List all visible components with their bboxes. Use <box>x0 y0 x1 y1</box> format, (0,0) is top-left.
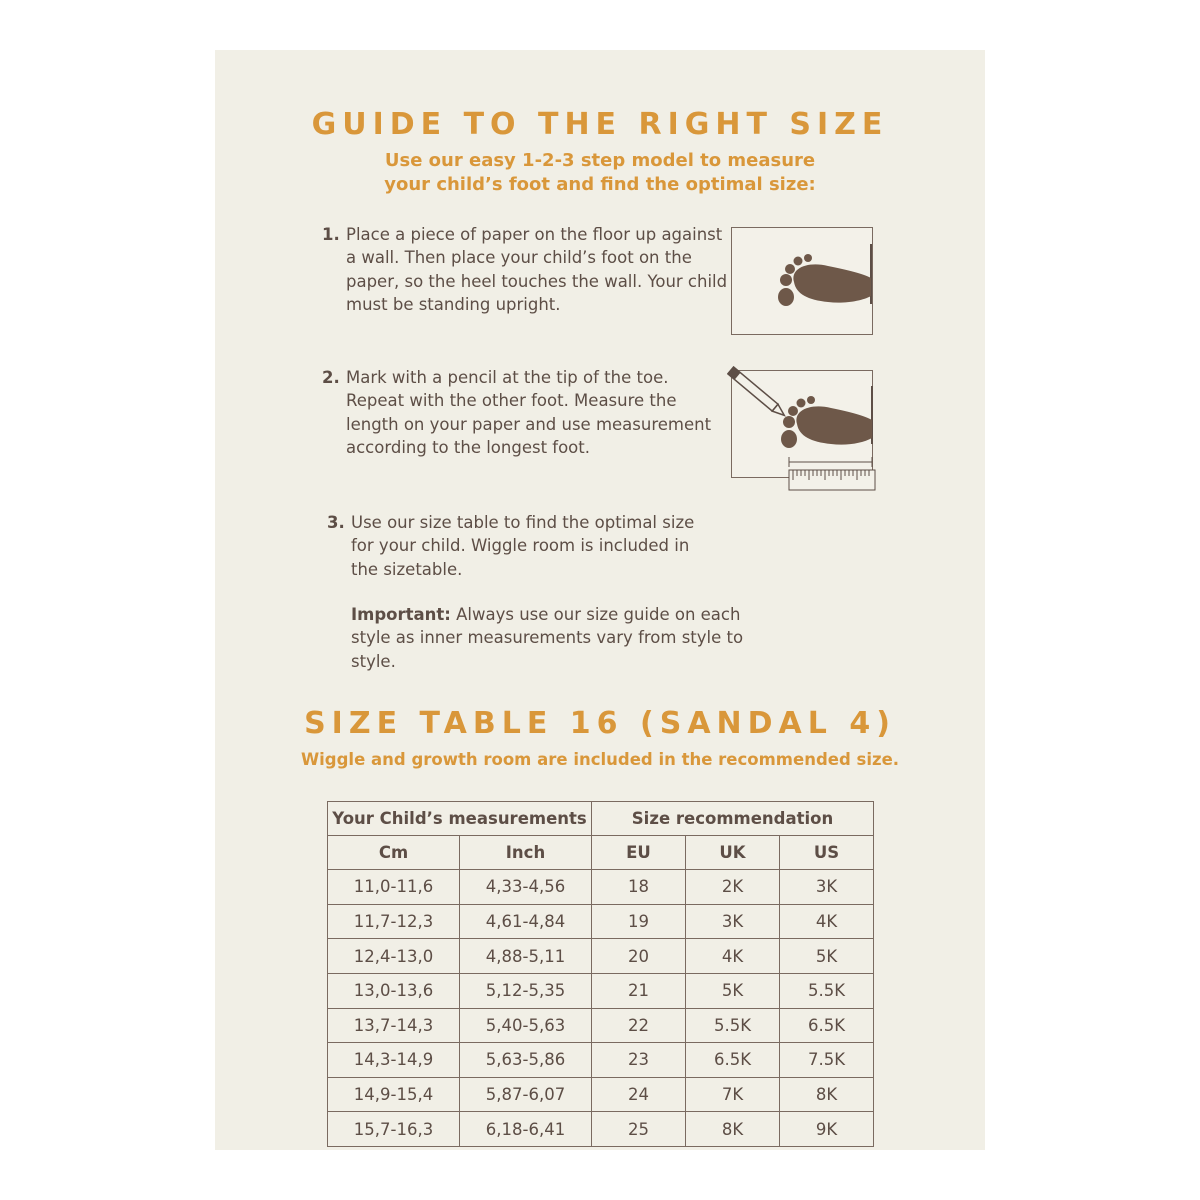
step-3-number: 3. <box>327 513 345 532</box>
cell-uk: 6.5K <box>686 1043 780 1078</box>
guide-title: GUIDE TO THE RIGHT SIZE <box>311 107 889 142</box>
step-1-number: 1. <box>322 225 340 244</box>
cell-inch: 4,61-4,84 <box>460 904 592 939</box>
cell-uk: 5.5K <box>686 1008 780 1043</box>
cell-eu: 24 <box>592 1077 686 1112</box>
cell-us: 8K <box>780 1077 874 1112</box>
cell-eu: 21 <box>592 973 686 1008</box>
cell-cm: 14,3-14,9 <box>328 1043 460 1078</box>
important-text: Always use our size guide on each <box>450 605 741 624</box>
size-table <box>327 801 874 1147</box>
cell-eu: 19 <box>592 904 686 939</box>
size-table-column-header-row <box>328 836 874 870</box>
cell-eu: 22 <box>592 1008 686 1043</box>
cell-inch: 5,63-5,86 <box>460 1043 592 1078</box>
cell-cm: 14,9-15,4 <box>328 1077 460 1112</box>
cell-us: 3K <box>780 870 874 905</box>
cell-eu: 20 <box>592 939 686 974</box>
table-row <box>328 1112 874 1147</box>
step-1-text <box>346 223 736 316</box>
cell-cm: 12,4-13,0 <box>328 939 460 974</box>
cell-us: 5.5K <box>780 973 874 1008</box>
step-1-line: must be standing upright. <box>346 294 561 314</box>
important-note <box>351 603 791 673</box>
cell-eu: 18 <box>592 870 686 905</box>
cell-eu: 23 <box>592 1043 686 1078</box>
cell-us: 4K <box>780 904 874 939</box>
measurements-header: Your Child’s measurements <box>328 802 592 836</box>
cell-cm: 15,7-16,3 <box>328 1112 460 1147</box>
step-2-text <box>346 366 736 459</box>
step-3-line: the sizetable. <box>351 559 463 579</box>
step-2-illustration <box>727 366 877 498</box>
cell-us: 5K <box>780 939 874 974</box>
step-2-line: length on your paper and use measurement <box>346 414 712 434</box>
column-header-eu: EU <box>592 836 686 870</box>
step-2-line: Repeat with the other foot. Measure the <box>346 391 677 411</box>
ruler-icon <box>727 366 877 498</box>
cell-uk: 5K <box>686 973 780 1008</box>
cell-cm: 11,7-12,3 <box>328 904 460 939</box>
size-guide-card <box>215 50 985 1150</box>
cell-uk: 3K <box>686 904 780 939</box>
table-row <box>328 870 874 905</box>
cell-inch: 5,40-5,63 <box>460 1008 592 1043</box>
cell-inch: 5,87-6,07 <box>460 1077 592 1112</box>
cell-uk: 8K <box>686 1112 780 1147</box>
important-label: Important: <box>351 605 451 624</box>
table-row <box>328 1043 874 1078</box>
cell-uk: 2K <box>686 870 780 905</box>
step-3-line: for your child. Wiggle room is included in <box>351 536 690 556</box>
table-row <box>328 1077 874 1112</box>
cell-inch: 4,88-5,11 <box>460 939 592 974</box>
step-3-line: Use our size table to find the optimal size <box>351 513 695 532</box>
guide-subtitle-line2: your child’s foot and find the optimal size: <box>384 174 816 195</box>
cell-uk: 7K <box>686 1077 780 1112</box>
step-2-line: Mark with a pencil at the tip of the toe. <box>346 368 669 387</box>
column-header-uk: UK <box>686 836 780 870</box>
cell-inch: 5,12-5,35 <box>460 973 592 1008</box>
recommendation-header: Size recommendation <box>592 802 874 836</box>
cell-cm: 11,0-11,6 <box>328 870 460 905</box>
size-table-subtitle: Wiggle and growth room are included in the recommended size. <box>300 750 900 769</box>
column-header-us: US <box>780 836 874 870</box>
size-table-title: SIZE TABLE 16 (SANDAL 4) <box>304 706 896 741</box>
important-text-line2: style as inner measurements vary from style to style. <box>351 628 744 671</box>
step-1-line: Place a piece of paper on the floor up against <box>346 225 723 244</box>
step-1-illustration <box>731 227 873 335</box>
cell-cm: 13,7-14,3 <box>328 1008 460 1043</box>
cell-uk: 4K <box>686 939 780 974</box>
table-row <box>328 1008 874 1043</box>
step-1-line: paper, so the heel touches the wall. Your child <box>346 271 728 291</box>
guide-subtitle-line1: Use our easy 1-2-3 step model to measure <box>384 150 816 171</box>
step-2-line: according to the longest foot. <box>346 437 590 457</box>
column-header-cm: Cm <box>328 836 460 870</box>
step-3-text <box>351 511 751 581</box>
column-header-inch: Inch <box>460 836 592 870</box>
table-row <box>328 973 874 1008</box>
cell-us: 7.5K <box>780 1043 874 1078</box>
cell-us: 6.5K <box>780 1008 874 1043</box>
cell-inch: 6,18-6,41 <box>460 1112 592 1147</box>
cell-eu: 25 <box>592 1112 686 1147</box>
table-row <box>328 939 874 974</box>
step-2-number: 2. <box>322 368 340 387</box>
cell-us: 9K <box>780 1112 874 1147</box>
size-table-group-header-row <box>328 802 874 836</box>
cell-cm: 13,0-13,6 <box>328 973 460 1008</box>
step-1-line: a wall. Then place your child’s foot on the <box>346 248 692 268</box>
cell-inch: 4,33-4,56 <box>460 870 592 905</box>
footprint-icon <box>732 228 872 334</box>
table-row <box>328 904 874 939</box>
